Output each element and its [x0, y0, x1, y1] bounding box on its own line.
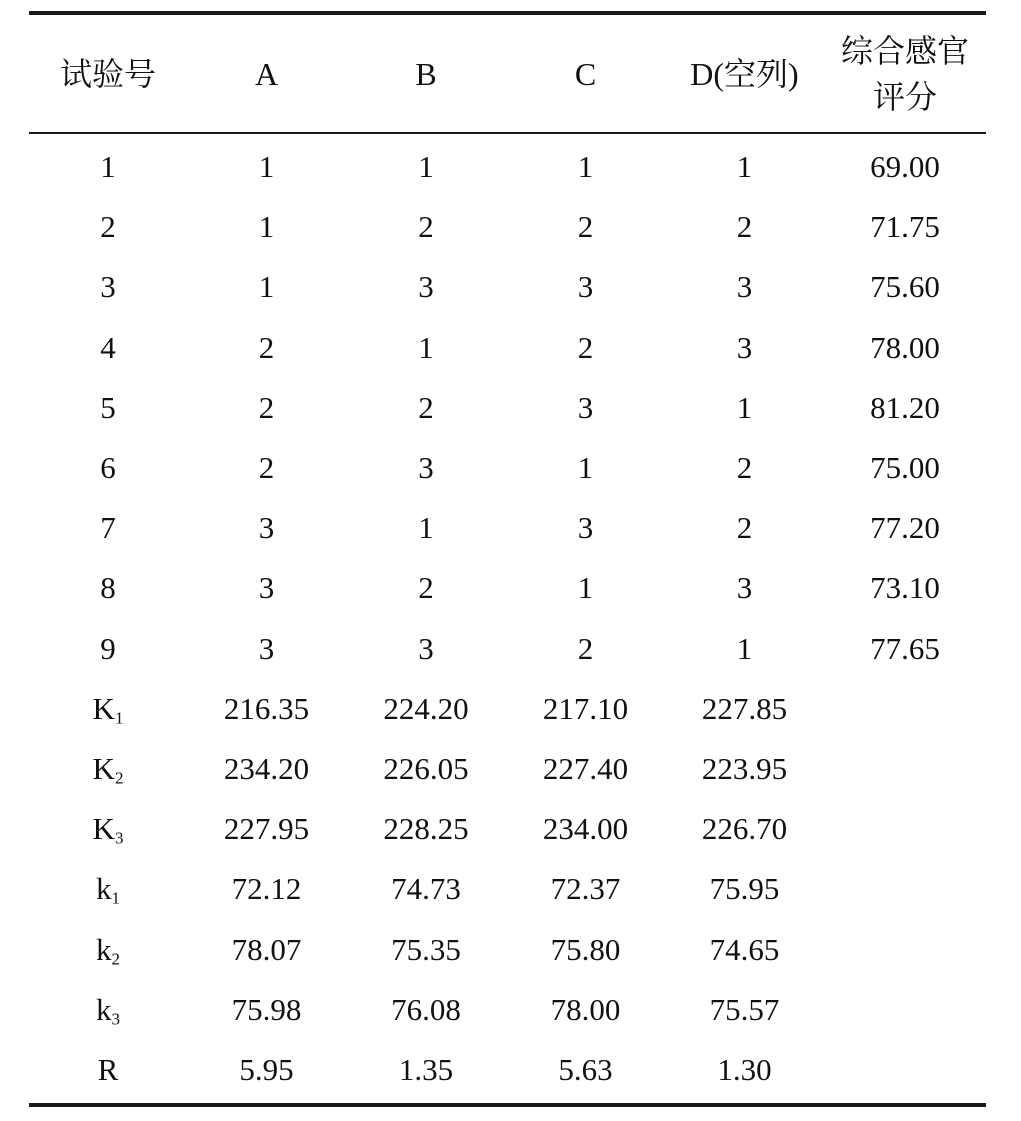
- score-cell: 73.10: [870, 570, 940, 606]
- trial-no-cell: 1: [100, 149, 116, 185]
- header-sensory-score: [824, 28, 986, 120]
- stat-row: [29, 859, 986, 919]
- stat-row: [29, 799, 986, 859]
- factor-d-cell: 3: [736, 269, 753, 305]
- factor-a-cell: 1: [258, 209, 275, 245]
- stat-row: [29, 1040, 986, 1100]
- factor-c-cell: 2: [577, 209, 594, 245]
- score-cell: 71.75: [870, 209, 940, 245]
- stat-row: [29, 679, 986, 739]
- stat-label-subscript: 2: [111, 948, 120, 968]
- score-cell: 77.65: [870, 630, 940, 666]
- table-row: [29, 318, 986, 378]
- factor-c-cell: 1: [577, 149, 594, 185]
- stat-d-cell: 227.85: [701, 690, 788, 726]
- orthogonal-test-table: [29, 11, 986, 1107]
- stat-a-cell: 234.20: [223, 750, 310, 786]
- factor-a-cell: 2: [258, 389, 275, 425]
- table-row: [29, 558, 986, 618]
- table-row: [29, 438, 986, 498]
- table-row: [29, 378, 986, 438]
- stat-d-cell: 75.95: [709, 871, 780, 907]
- stat-c-cell: 227.40: [542, 750, 629, 786]
- trial-no-cell: 2: [100, 209, 116, 245]
- stat-a-cell: 75.98: [231, 991, 302, 1027]
- header-trial-no: 试验号: [59, 55, 156, 92]
- trial-no-cell: 7: [100, 510, 116, 546]
- factor-c-cell: 2: [577, 630, 594, 666]
- factor-d-cell: 1: [736, 149, 753, 185]
- factor-b-cell: 1: [418, 149, 434, 185]
- factor-d-cell: 3: [736, 329, 753, 365]
- factor-c-cell: 3: [577, 510, 594, 546]
- score-cell: 81.20: [870, 389, 940, 425]
- stat-label-base: k: [95, 871, 112, 907]
- factor-a-cell: 2: [258, 450, 275, 486]
- stat-b-cell: 228.25: [383, 811, 469, 847]
- factor-a-cell: 1: [258, 149, 275, 185]
- factor-b-cell: 3: [418, 630, 434, 666]
- score-cell: 75.60: [870, 269, 940, 305]
- factor-c-cell: 3: [577, 269, 594, 305]
- factor-a-cell: 3: [258, 630, 275, 666]
- score-cell: 77.20: [870, 510, 940, 546]
- header-sensory-score-line1: 综合感官: [840, 32, 969, 69]
- factor-d-cell: 2: [736, 510, 753, 546]
- stat-c-cell: 75.80: [550, 931, 621, 967]
- factor-b-cell: 1: [418, 510, 434, 546]
- stat-row: [29, 919, 986, 979]
- factor-d-cell: 1: [736, 630, 753, 666]
- stat-label-base: K: [92, 750, 115, 786]
- factor-a-cell: 1: [258, 269, 275, 305]
- stat-d-cell: 75.57: [709, 991, 780, 1027]
- stat-label-base: K: [92, 690, 115, 726]
- factor-c-cell: 3: [577, 389, 594, 425]
- stat-label-cell: [29, 809, 187, 849]
- stat-b-cell: 226.05: [383, 750, 469, 786]
- factor-b-cell: 1: [418, 329, 434, 365]
- stat-d-cell: 226.70: [701, 811, 788, 847]
- stat-b-cell: 75.35: [391, 931, 461, 967]
- factor-c-cell: 2: [577, 329, 594, 365]
- stat-label-subscript: 1: [111, 888, 120, 908]
- stat-d-cell: 223.95: [701, 750, 788, 786]
- stat-a-cell: 78.07: [231, 931, 302, 967]
- stat-a-cell: 227.95: [223, 811, 310, 847]
- factor-d-cell: 2: [736, 450, 753, 486]
- factor-b-cell: 2: [418, 570, 434, 606]
- stat-d-cell: 74.65: [709, 931, 780, 967]
- header-row: [29, 15, 986, 132]
- stat-label-base: k: [95, 991, 112, 1027]
- score-cell: 75.00: [870, 450, 940, 486]
- stat-label-cell: [29, 930, 187, 970]
- factor-b-cell: 2: [418, 209, 434, 245]
- factor-c-cell: 1: [577, 570, 594, 606]
- factor-a-cell: 3: [258, 570, 275, 606]
- table-row: [29, 137, 986, 197]
- stat-a-cell: 5.95: [239, 1051, 294, 1087]
- stat-c-cell: 78.00: [550, 991, 621, 1027]
- table-body: [29, 134, 986, 1103]
- factor-a-cell: 3: [258, 510, 275, 546]
- header-factor-d-empty: D(空列): [690, 55, 799, 92]
- table-row: [29, 498, 986, 558]
- factor-d-cell: 3: [736, 570, 753, 606]
- stat-label-subscript: 1: [114, 708, 124, 728]
- stat-label-cell: [29, 990, 187, 1030]
- stat-a-cell: 72.12: [231, 871, 302, 907]
- trial-no-cell: 3: [100, 269, 116, 305]
- stat-label-cell: [29, 1050, 187, 1090]
- stat-c-cell: 5.63: [558, 1051, 613, 1087]
- trial-no-cell: 4: [100, 329, 116, 365]
- table-row: [29, 197, 986, 257]
- factor-a-cell: 2: [258, 329, 275, 365]
- stat-label-cell: [29, 869, 187, 909]
- stat-label-base: K: [92, 811, 115, 847]
- stat-label-subscript: 3: [114, 828, 124, 848]
- factor-b-cell: 3: [418, 450, 434, 486]
- stat-c-cell: 234.00: [542, 811, 629, 847]
- header-sensory-score-line2: 评分: [872, 78, 937, 115]
- stat-a-cell: 216.35: [223, 690, 310, 726]
- table-row: [29, 257, 986, 317]
- factor-d-cell: 1: [736, 389, 753, 425]
- score-cell: 69.00: [870, 149, 940, 185]
- factor-d-cell: 2: [736, 209, 753, 245]
- stat-label-subscript: 3: [111, 1008, 120, 1028]
- stat-b-cell: 74.73: [391, 871, 461, 907]
- stat-c-cell: 217.10: [542, 690, 629, 726]
- header-factor-a: A: [254, 55, 279, 92]
- stat-label-base: R: [97, 1051, 119, 1087]
- score-cell: 78.00: [870, 329, 940, 365]
- stat-label-base: k: [95, 931, 112, 967]
- factor-b-cell: 3: [418, 269, 434, 305]
- stat-b-cell: 1.35: [398, 1051, 454, 1087]
- stat-label-cell: [29, 749, 187, 789]
- trial-no-cell: 8: [100, 570, 116, 606]
- header-factor-c: C: [574, 55, 597, 92]
- factor-c-cell: 1: [577, 450, 594, 486]
- stat-b-cell: 76.08: [391, 991, 461, 1027]
- table-row: [29, 619, 986, 679]
- bottom-rule: [29, 1103, 986, 1107]
- stat-label-cell: [29, 689, 187, 729]
- stat-d-cell: 1.30: [717, 1051, 772, 1087]
- trial-no-cell: 5: [100, 389, 116, 425]
- stat-row: [29, 980, 986, 1040]
- stat-c-cell: 72.37: [550, 871, 621, 907]
- trial-no-cell: 6: [100, 450, 116, 486]
- trial-no-cell: 9: [100, 630, 116, 666]
- stat-label-subscript: 2: [114, 768, 124, 788]
- stat-b-cell: 224.20: [383, 690, 469, 726]
- factor-b-cell: 2: [418, 389, 434, 425]
- stat-row: [29, 739, 986, 799]
- header-factor-b: B: [415, 55, 437, 92]
